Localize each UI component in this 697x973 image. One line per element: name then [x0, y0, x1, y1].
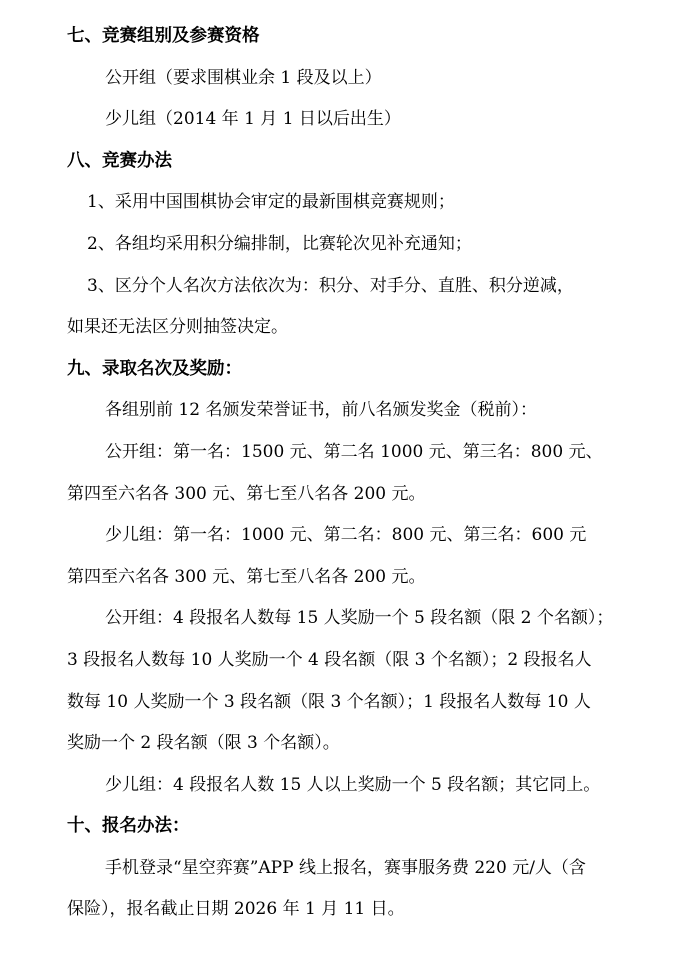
- paragraph-line: 第四至六名各 300 元、第七至八名各 200 元。: [67, 566, 426, 587]
- list-item: 2、各组均采用积分编排制，比赛轮次见补充通知；: [87, 233, 472, 254]
- paragraph-line: 奖励一个 2 段名额（限 3 个名额）。: [67, 733, 340, 754]
- section-heading-8: 八、竞赛办法: [67, 150, 172, 171]
- paragraph-line: 少儿组：第一名：1000 元、第二名：800 元、第三名：600 元: [105, 525, 587, 546]
- list-item: 1、采用中国围棋协会审定的最新围棋竞赛规则；: [87, 192, 455, 213]
- paragraph-line: 3 段报名人数每 10 人奖励一个 4 段名额（限 3 个名额）；2 段报名人: [67, 649, 592, 670]
- paragraph-line: 少儿组（2014 年 1 月 1 日以后出生）: [105, 109, 401, 130]
- section-heading-7: 七、竞赛组别及参赛资格: [67, 26, 260, 46]
- paragraph-line: 如果还无法区分则抽签决定。: [67, 317, 288, 338]
- section-heading-9: 九、录取名次及奖励：: [67, 358, 242, 379]
- paragraph-line: 公开组（要求围棋业余 1 段及以上）: [105, 67, 382, 88]
- paragraph-line: 手机登录“星空弈赛”APP 线上报名，赛事服务费 220 元/人（含: [105, 857, 586, 878]
- paragraph-line: 公开组：4 段报名人数每 15 人奖励一个 5 段名额（限 2 个名额）；: [105, 608, 614, 629]
- document-page: [67, 16, 667, 931]
- paragraph-line: 少儿组：4 段报名人数 15 人以上奖励一个 5 段名额；其它同上。: [105, 774, 601, 795]
- paragraph-line: 第四至六名各 300 元、第七至八名各 200 元。: [67, 483, 426, 504]
- paragraph-line: 数每 10 人奖励一个 3 段名额（限 3 个名额）；1 段报名人数每 10 人: [67, 691, 591, 712]
- paragraph-line: 公开组：第一名：1500 元、第二名 1000 元、第三名：800 元、: [105, 441, 603, 462]
- paragraph-line: 各组别前 12 名颁发荣誉证书，前八名颁发奖金（税前）：: [105, 400, 537, 421]
- paragraph-line: 保险），报名截止日期 2026 年 1 月 11 日。: [67, 899, 405, 920]
- section-heading-10: 十、报名办法：: [67, 816, 190, 837]
- list-item: 3、区分个人名次方法依次为：积分、对手分、直胜、积分逆减，: [87, 275, 574, 296]
